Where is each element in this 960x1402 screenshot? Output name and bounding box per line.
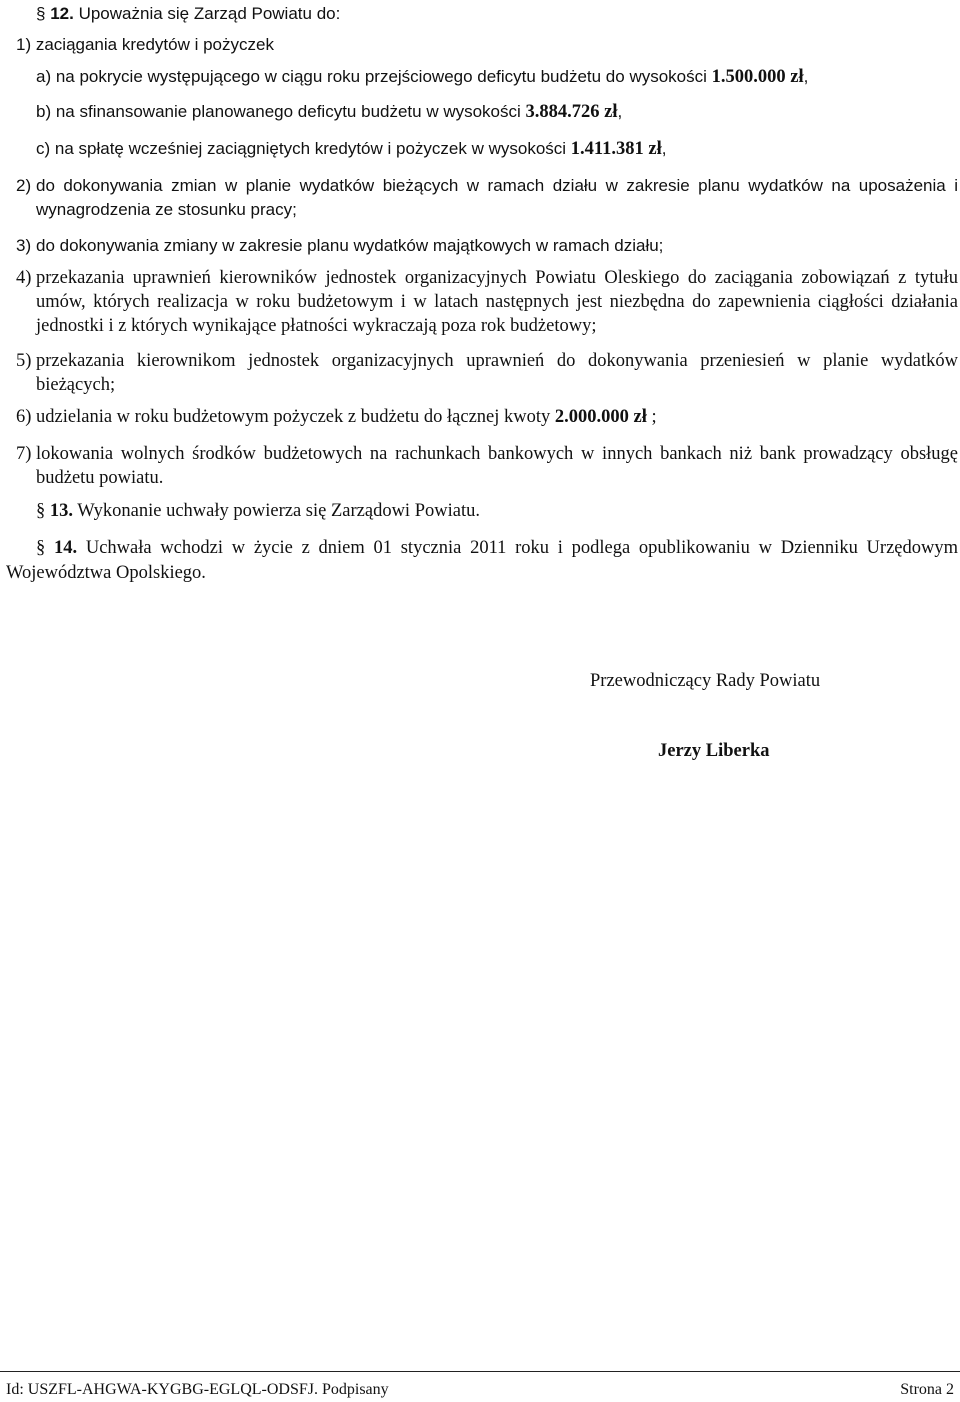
footer-document-id: Id: USZFL-AHGWA-KYGBG-EGLQL-ODSFJ. Podpisany — [6, 1381, 389, 1398]
section-14 — [6, 536, 958, 586]
item-5 — [16, 349, 958, 397]
signature-title: Przewodniczący Rady Powiatu — [590, 671, 821, 691]
item-6-text: udzielania w roku budżetowym pożyczek z budżetu do łącznej kwoty — [36, 407, 551, 427]
item-1c-amount: 1.411.381 zł — [570, 139, 662, 159]
item-1b-text: b) na sfinansowanie planowanego deficytu budżetu w wysokości — [36, 102, 521, 121]
section-12-heading — [36, 4, 340, 24]
section-mark: § — [36, 501, 46, 521]
section-heading-text: Upoważnia się Zarząd Powiatu do: — [78, 4, 341, 23]
item-1b — [36, 102, 622, 123]
item-1a-text: a) na pokrycie występującego w ciągu roku przejściowego deficytu budżetu do wysokości — [36, 67, 707, 86]
footer-divider — [0, 1371, 960, 1372]
item-7-text: lokowania wolnych środków budżetowych na rachunkach bankowych w innych bankach niż bank prowadzący obsługę budżetu powiatu. — [36, 444, 958, 488]
signature-name: Jerzy Liberka — [658, 741, 770, 761]
item-4-text: przekazania uprawnień kierowników jednostek organizacyjnych Powiatu Oleskiego do zaciągania zobowiązań z tytułu umów, których realizacja w roku budżetowym i w latach następnych jest niezbędna do zapewnienia ciągłości działania jednostki i z których wynikające płatności wykraczają poza rok budżetowy; — [36, 268, 958, 336]
section-13 — [36, 501, 480, 522]
item-2 — [16, 174, 958, 222]
item-1a — [36, 67, 808, 88]
item-2-number: 2) — [16, 176, 32, 195]
item-1b-sep: , — [617, 102, 623, 121]
section-14-text: Uchwała wchodzi w życie z dniem 01 stycznia 2011 roku i podlega opublikowaniu w Dzienniku Urzędowym Województwa Opolskiego. — [6, 538, 958, 583]
item-2-text: do dokonywania zmian w planie wydatków bieżących w ramach działu w zakresie planu wydatków na uposażenia i wynagrodzenia ze stosunku pracy; — [36, 176, 958, 219]
item-7 — [16, 442, 958, 490]
item-5-number: 5) — [16, 351, 32, 371]
item-5-text: przekazania kierownikom jednostek organizacyjnych uprawnień do dokonywania przeniesień w planie wydatków bieżących; — [36, 351, 958, 395]
section-13-text: Wykonanie uchwały powierza się Zarządowi Powiatu. — [77, 501, 480, 521]
item-1c-sep: , — [661, 139, 667, 158]
section-mark: § — [36, 4, 46, 23]
item-1a-amount: 1.500.000 zł — [711, 67, 804, 87]
item-4-number: 4) — [16, 268, 32, 288]
item-3 — [16, 234, 958, 258]
item-6-amount: 2.000.000 zł — [554, 407, 647, 427]
item-4 — [16, 266, 958, 338]
item-1a-sep: , — [803, 67, 809, 86]
item-7-number: 7) — [16, 444, 32, 464]
item-1c-text: c) na spłatę wcześniej zaciągniętych kredytów i pożyczek w wysokości — [36, 139, 567, 158]
item-1-label: 1) zaciągania kredytów i pożyczek — [16, 35, 274, 54]
item-6 — [16, 407, 657, 428]
item-6-end: ; — [646, 407, 657, 427]
section-mark: § — [36, 538, 46, 558]
item-3-number: 3) — [16, 236, 32, 255]
section-number: 13. — [49, 501, 73, 521]
item-1b-amount: 3.884.726 zł — [525, 102, 618, 122]
item-6-number: 6) — [16, 407, 32, 427]
section-number: 14. — [53, 538, 78, 558]
item-1c — [36, 139, 666, 160]
footer-page-number: Strona 2 — [900, 1381, 954, 1398]
section-number: 12. — [50, 4, 74, 23]
item-3-text: do dokonywania zmiany w zakresie planu wydatków majątkowych w ramach działu; — [36, 236, 664, 255]
